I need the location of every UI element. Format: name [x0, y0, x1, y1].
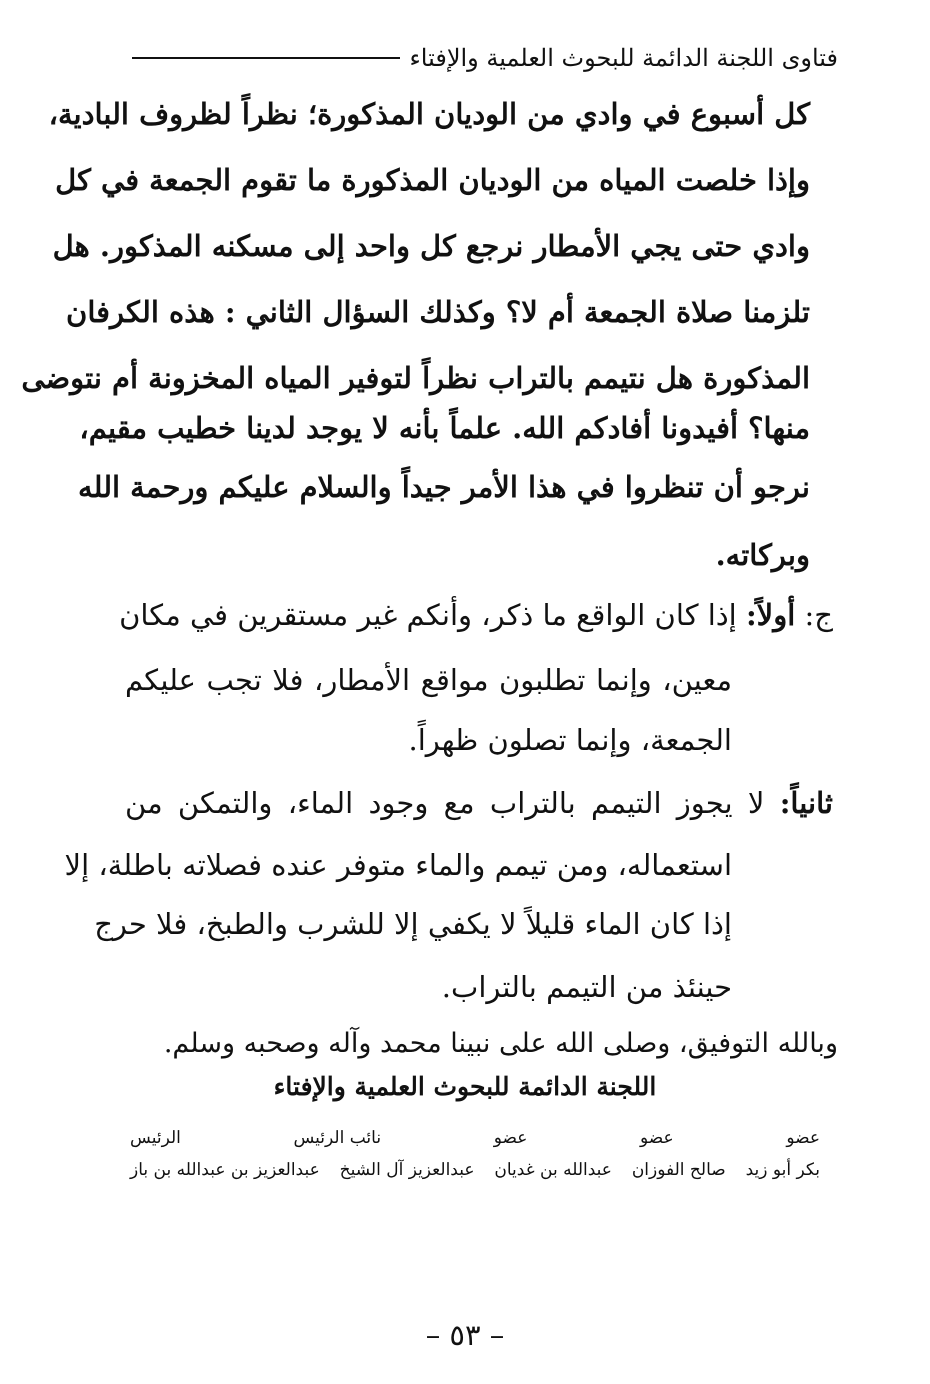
- header-title: فتاوى اللجنة الدائمة للبحوث العلمية والإفتاء: [409, 44, 838, 72]
- signatory-roles: [130, 1128, 820, 1148]
- closing-line: وبالله التوفيق، وصلى الله على نبينا محمد وآله وصحبه وسلم.: [163, 1028, 838, 1059]
- question-line-3: وادي حتى يجي الأمطار نرجع كل واحد إلى مسكنه المذكور. هل: [52, 229, 810, 263]
- question-line-8: وبركاته.: [715, 538, 810, 572]
- signatory-name: بكر أبو زيد: [745, 1160, 820, 1180]
- answer-second-line: [125, 786, 833, 820]
- signatory-name: عبدالعزيز آل الشيخ: [339, 1160, 475, 1180]
- header-rule: [132, 57, 400, 59]
- signatory-name: عبدالعزيز بن عبدالله بن باز: [130, 1160, 320, 1180]
- signatory-name: عبدالله بن غديان: [494, 1160, 612, 1180]
- signatory-role: عضو: [786, 1128, 820, 1148]
- answer-first-label: أولاً:: [745, 598, 796, 632]
- answer-first-line1: إذا كان الواقع ما ذكر، وأنكم غير مستقرين في مكان: [119, 598, 746, 632]
- committee-title: اللجنة الدائمة للبحوث العلمية والإفتاء: [273, 1072, 657, 1101]
- page-number: – ٥٣ –: [425, 1318, 505, 1352]
- question-line-6: منها؟ أفيدونا أفادكم الله. علماً بأنه لا يوجد لدينا خطيب مقيم،: [79, 411, 810, 445]
- question-line-7: نرجو أن تنظروا في هذا الأمر جيداً والسلام عليكم ورحمة الله: [78, 470, 810, 504]
- answer-second-cont-3: حينئذ من التيمم بالتراب.: [441, 970, 732, 1004]
- question-line-4: تلزمنا صلاة الجمعة أم لا؟ وكذلك السؤال الثاني : هذه الكرفان: [66, 295, 810, 329]
- signatory-name: صالح الفوزان: [631, 1160, 726, 1180]
- signatory-role: الرئيس: [130, 1128, 181, 1148]
- answer-first-cont-2: الجمعة، وإنما تصلون ظهراً.: [408, 723, 732, 757]
- signatory-role: نائب الرئيس: [293, 1128, 382, 1148]
- running-header: [132, 38, 838, 78]
- question-line-2: وإذا خلصت المياه من الوديان المذكورة ما تقوم الجمعة في كل: [55, 163, 810, 197]
- answer-second-line1: لا يجوز التيمم بالتراب مع وجود الماء، والتمكن من: [125, 786, 780, 820]
- answer-second-label: ثانياً:: [779, 786, 833, 820]
- question-line-1: كل أسبوع في وادي من الوديان المذكورة؛ نظراً لظروف البادية،: [48, 97, 810, 131]
- question-line-5: المذكورة هل نتيمم بالتراب نظراً لتوفير المياه المخزونة أم نتوضى: [21, 361, 810, 395]
- answer-second-cont-1: استعماله، ومن تيمم والماء متوفر عنده فصلاته باطلة، إلا: [64, 848, 732, 882]
- answer-first-line: [119, 598, 833, 632]
- answer-first-cont-1: معين، وإنما تطلبون مواقع الأمطار، فلا تجب عليكم: [125, 663, 732, 697]
- answer-prefix: ج:: [795, 598, 833, 632]
- answer-second-cont-2: إذا كان الماء قليلاً لا يكفي إلا للشرب والطبخ، فلا حرج: [94, 907, 732, 941]
- signatory-names: [130, 1160, 820, 1180]
- signatory-role: عضو: [640, 1128, 674, 1148]
- signatory-role: عضو: [493, 1128, 528, 1148]
